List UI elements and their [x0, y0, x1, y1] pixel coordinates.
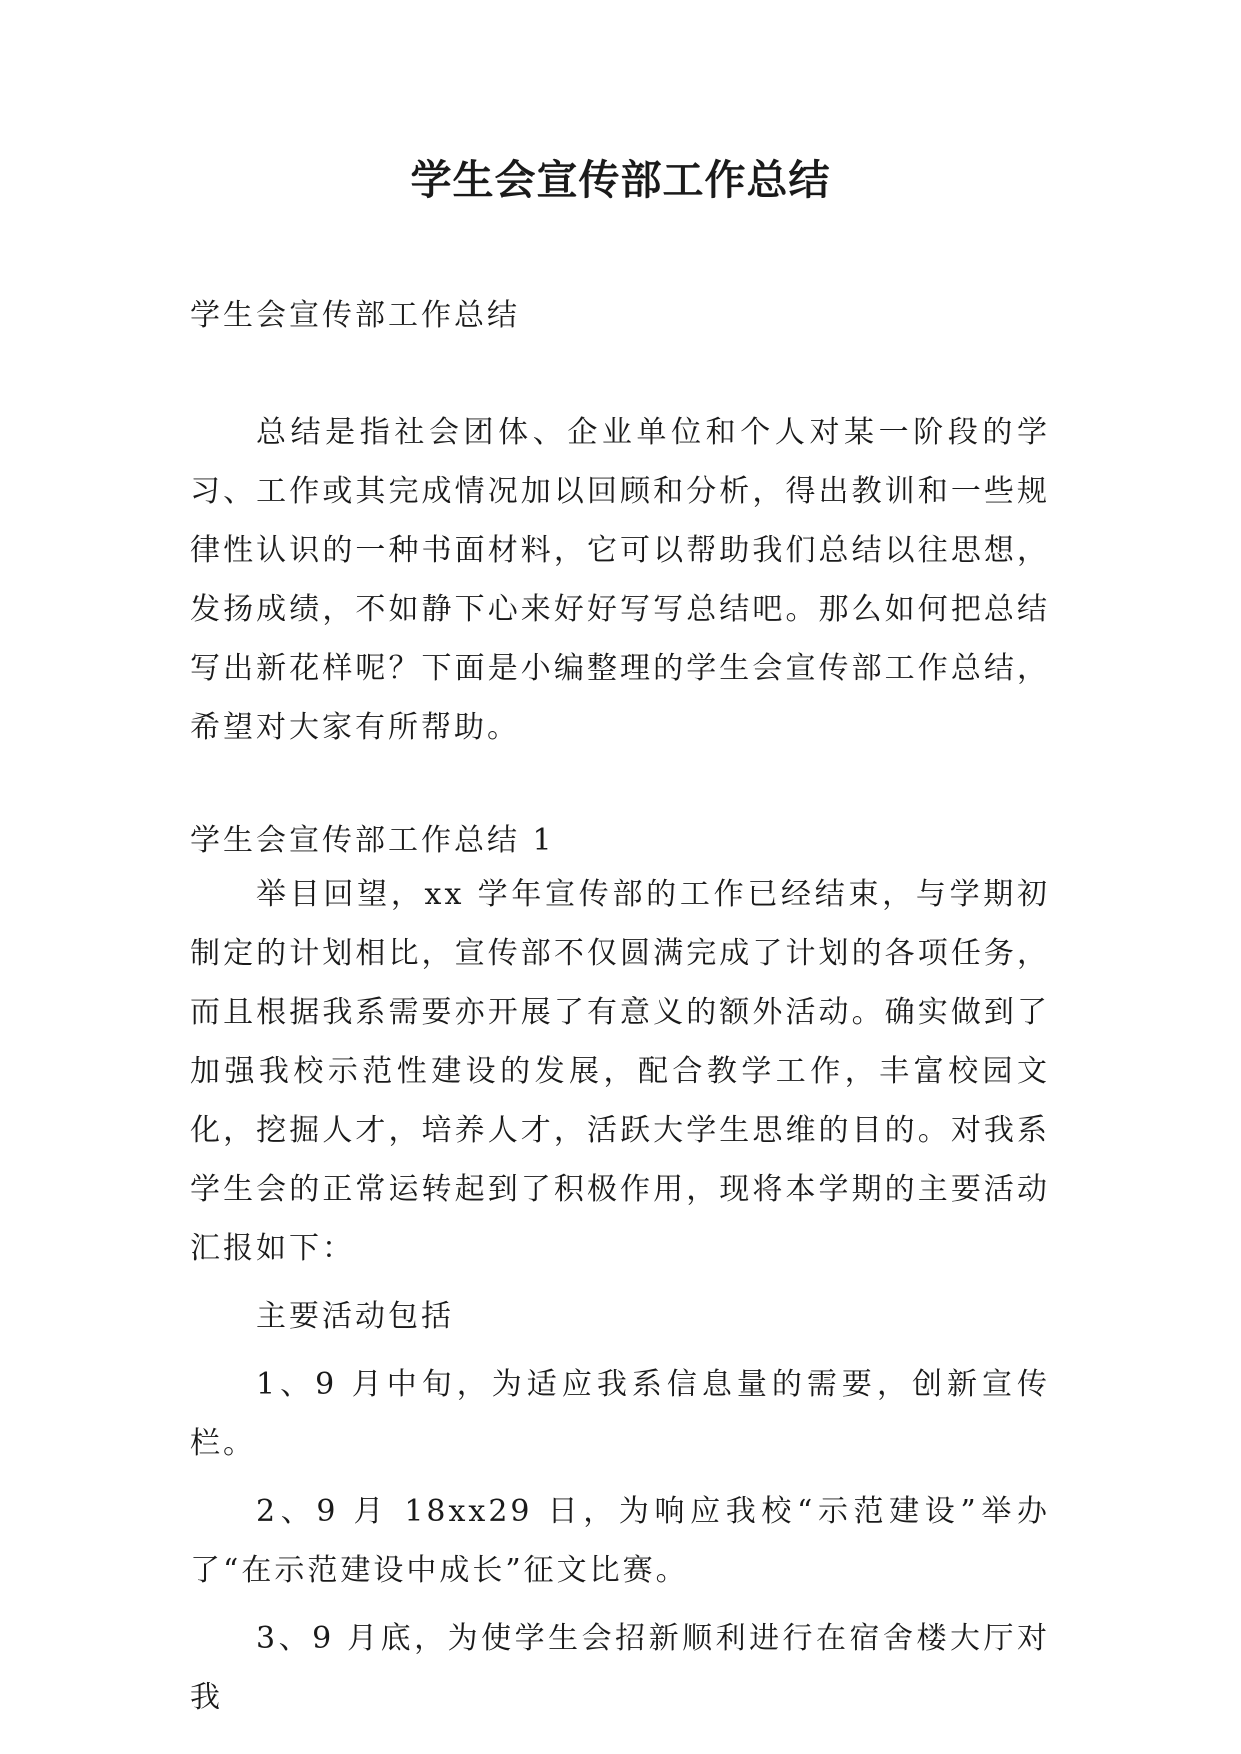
- activities-heading: 主要活动包括: [256, 1299, 454, 1334]
- activity-item-2: 2、9 月 18xx29 日，为响应我校“示范建设”举办了“在示范建设中成长”征文比赛。: [190, 1494, 1050, 1588]
- section-body: [190, 865, 1050, 1727]
- section-title: 学生会宣传部工作总结 1: [190, 823, 555, 858]
- document-subtitle: 学生会宣传部工作总结: [190, 298, 520, 333]
- intro-paragraph: 总结是指社会团体、企业单位和个人对某一阶段的学习、工作或其完成情况加以回顾和分析，得出教训和一些规律性认识的一种书面材料，它可以帮助我们总结以往思想，发扬成绩，不如静下心来好好写写总结吧。那么如何把总结写出新花样呢？下面是小编整理的学生会宣传部工作总结，希望对大家有所帮助。: [190, 415, 1050, 745]
- activity-item-3: 3、9 月底，为使学生会招新顺利进行在宿舍楼大厅对我: [190, 1621, 1050, 1715]
- section-paragraph: 举目回望，xx 学年宣传部的工作已经结束，与学期初制定的计划相比，宣传部不仅圆满完成了计划的各项任务，而且根据我系需要亦开展了有意义的额外活动。确实做到了加强我校示范性建设的发展，配合教学工作，丰富校园文化，挖掘人才，培养人才，活跃大学生思维的目的。对我系学生会的正常运转起到了积极作用，现将本学期的主要活动汇报如下：: [190, 877, 1050, 1266]
- document-title: 学生会宣传部工作总结: [410, 156, 831, 204]
- activity-item-1: 1、9 月中旬，为适应我系信息量的需要，创新宣传栏。: [190, 1367, 1050, 1461]
